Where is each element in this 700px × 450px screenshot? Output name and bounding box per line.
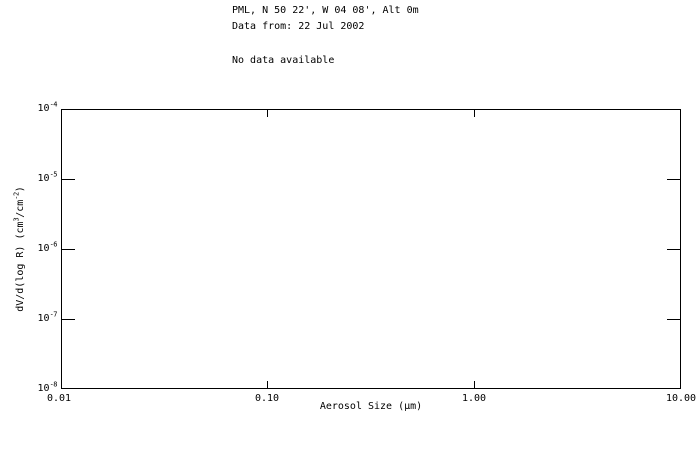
y-tick-label bbox=[0, 170, 57, 185]
y-tick-base: 10 bbox=[37, 383, 50, 394]
y-tick-label bbox=[0, 310, 57, 325]
y-tick-exponent: -5 bbox=[49, 170, 57, 179]
y-axis-title-segment: dV/d(log R) (cm bbox=[15, 221, 26, 312]
y-axis-tick bbox=[667, 179, 680, 180]
y-axis-title-superscript: 3 bbox=[12, 217, 21, 222]
x-tick-label: 1.00 bbox=[461, 393, 487, 404]
y-tick-base: 10 bbox=[37, 103, 50, 114]
x-axis-tick bbox=[474, 381, 475, 388]
x-axis-tick bbox=[267, 110, 268, 117]
y-axis-tick bbox=[62, 179, 75, 180]
y-tick-exponent: -4 bbox=[49, 100, 57, 109]
x-axis-tick bbox=[474, 110, 475, 117]
y-axis-tick bbox=[62, 319, 75, 320]
x-axis-tick bbox=[267, 381, 268, 388]
x-tick-label: 0.10 bbox=[254, 393, 280, 404]
y-axis-tick bbox=[62, 249, 75, 250]
y-tick-exponent: -7 bbox=[49, 310, 57, 319]
y-axis-title bbox=[12, 186, 27, 312]
x-tick-label: 0.01 bbox=[46, 393, 72, 404]
y-axis-title-superscript: -2 bbox=[12, 192, 21, 200]
y-tick-base: 10 bbox=[37, 313, 50, 324]
data-date-text: Data from: 22 Jul 2002 bbox=[232, 21, 365, 32]
y-axis-tick bbox=[667, 249, 680, 250]
y-tick-exponent: -8 bbox=[49, 380, 57, 389]
y-axis-title-segment: ) bbox=[15, 186, 26, 193]
plot-area bbox=[61, 109, 681, 389]
y-tick-label bbox=[0, 240, 57, 255]
site-location-text: PML, N 50 22', W 04 08', Alt 0m bbox=[232, 5, 419, 16]
x-axis-title: Aerosol Size (μm) bbox=[319, 401, 423, 412]
y-axis-tick bbox=[667, 319, 680, 320]
x-tick-label: 10.00 bbox=[665, 393, 697, 404]
y-axis-title-segment: /cm bbox=[15, 199, 26, 218]
y-tick-base: 10 bbox=[37, 243, 50, 254]
y-tick-label bbox=[0, 100, 57, 115]
y-tick-exponent: -6 bbox=[49, 240, 57, 249]
y-tick-base: 10 bbox=[37, 173, 50, 184]
no-data-message: No data available bbox=[232, 55, 335, 66]
